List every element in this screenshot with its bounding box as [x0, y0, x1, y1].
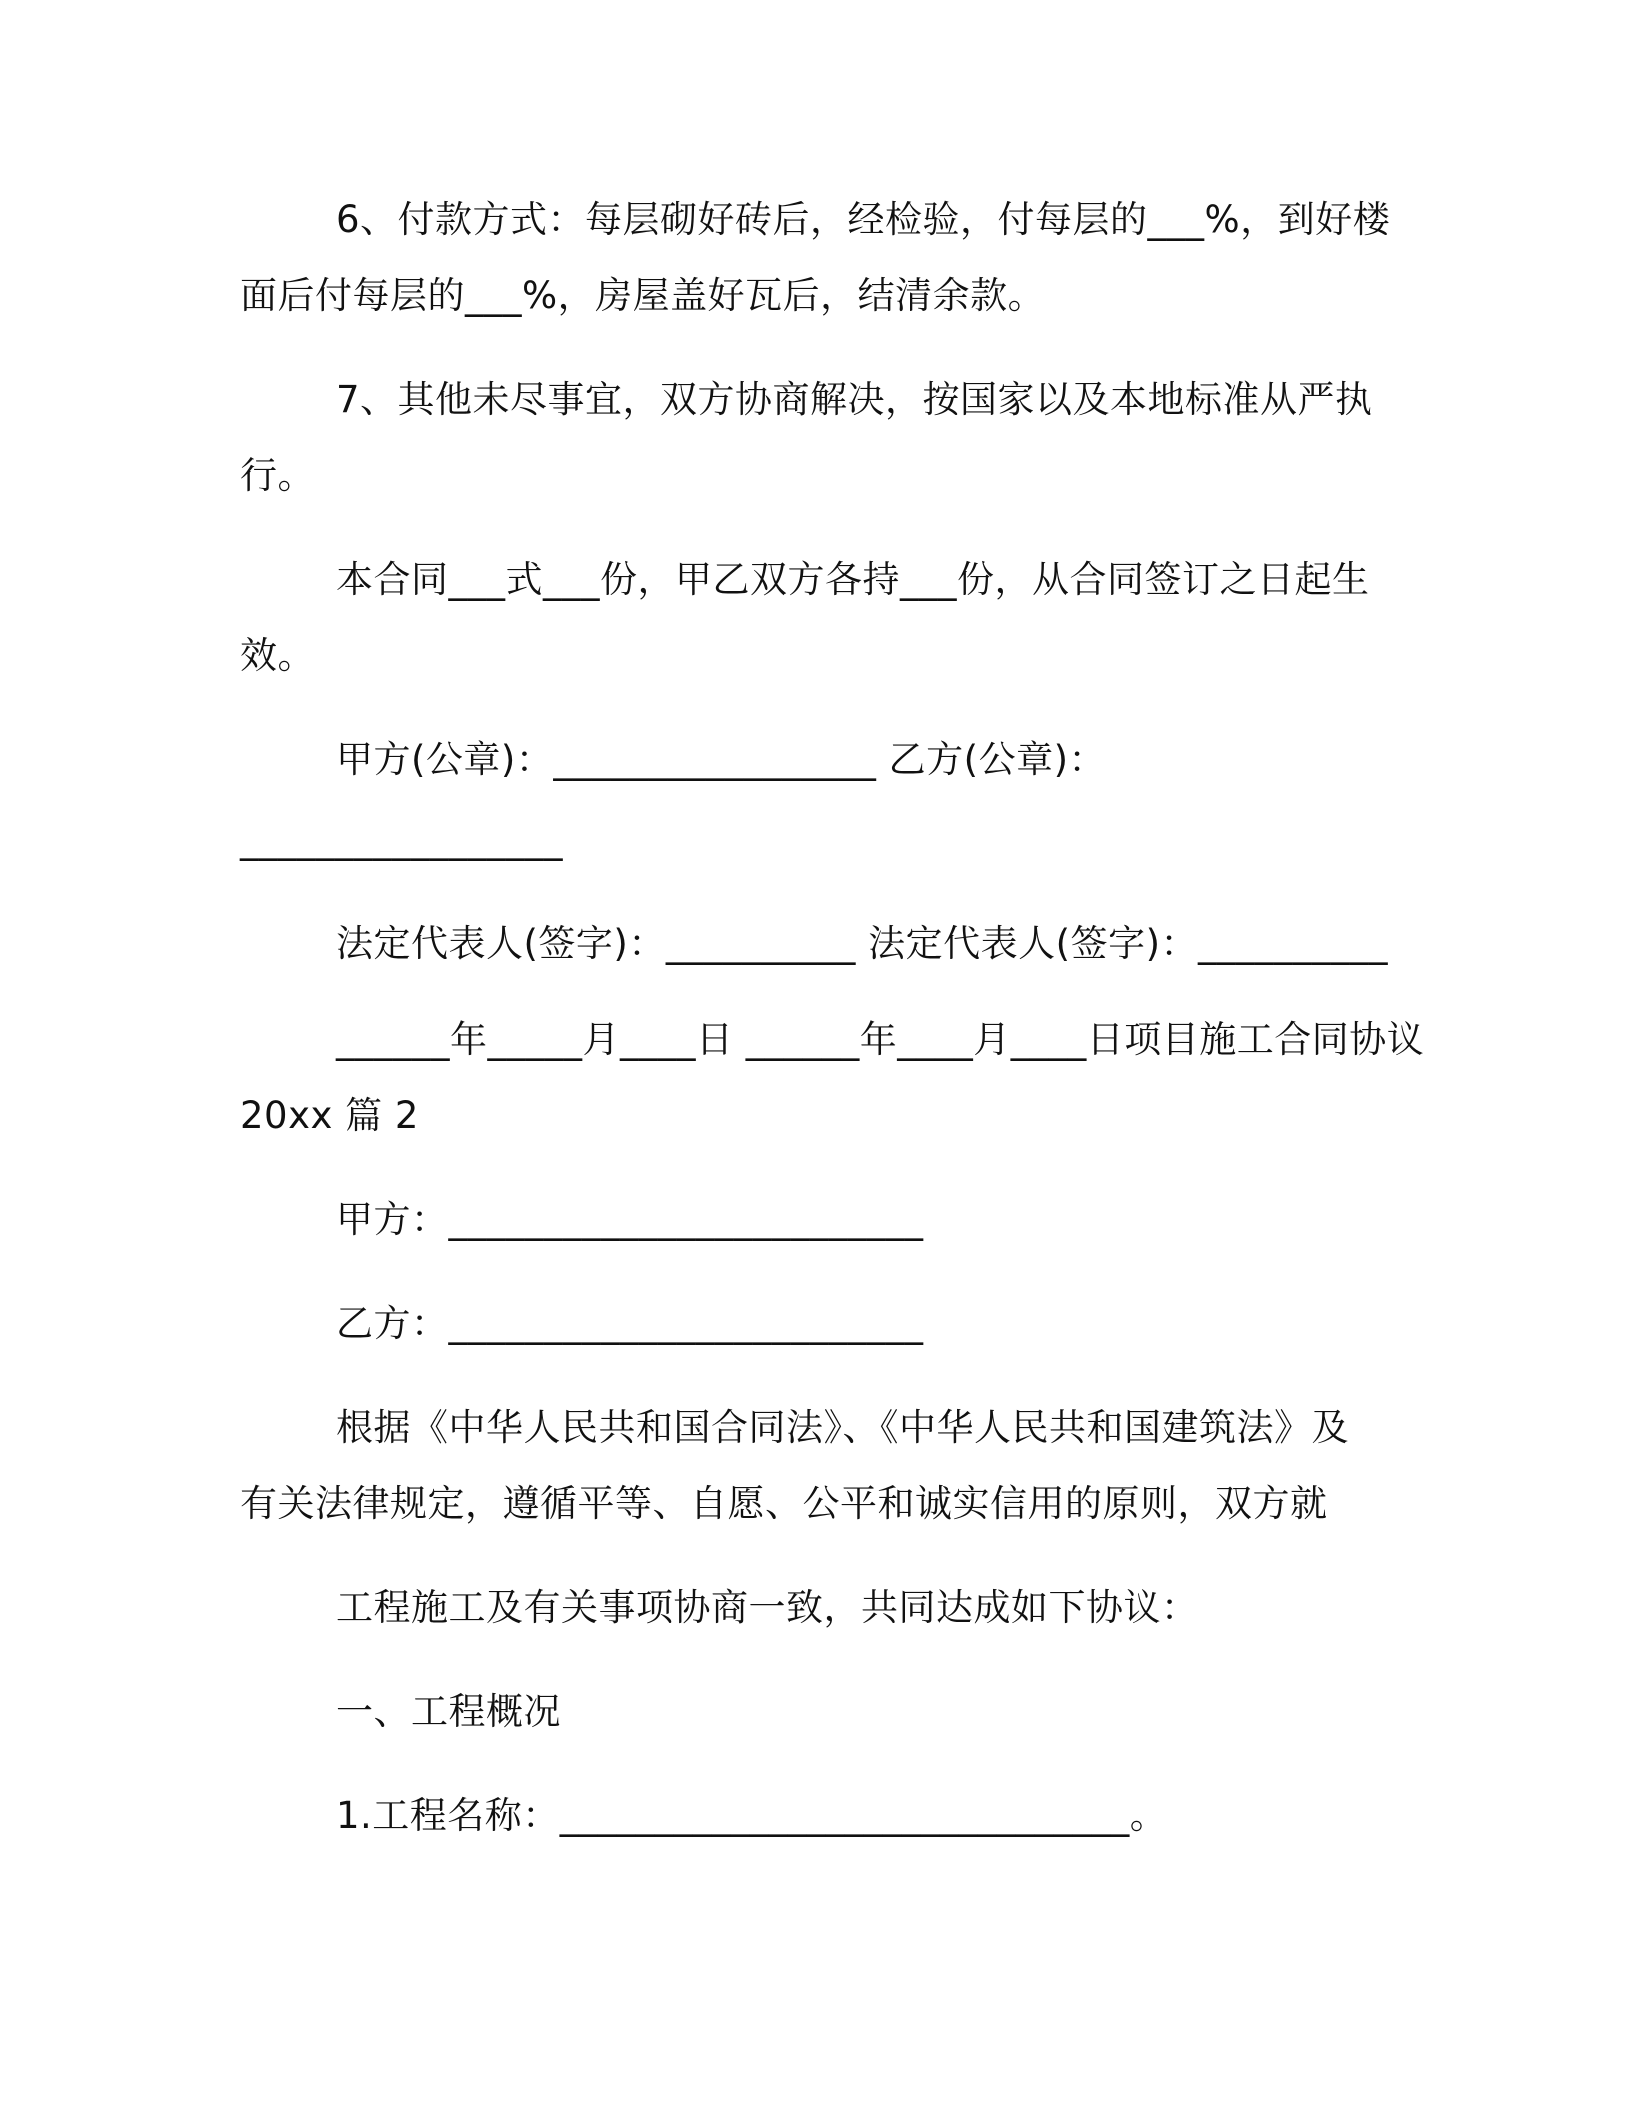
clause-6-line-1: 6、付款方式：每层砌好砖后，经检验，付每层的___%，到好楼	[336, 198, 1391, 241]
clause-6-line-2: 面后付每层的___%，房屋盖好瓦后，结清余款。	[240, 274, 1046, 317]
clause-7-line-2: 行。	[240, 454, 315, 497]
section-1-heading: 一、工程概况	[336, 1690, 561, 1733]
date-and-title-line-1: ______年_____月____日 ______年____月____日项目施工合同协议	[336, 1018, 1425, 1061]
seal-line-2: _________________	[240, 818, 563, 861]
project-name-line: 1.工程名称：______________________________。	[336, 1794, 1168, 1837]
legal-basis-line-1: 根据《中华人民共和国合同法》、《中华人民共和国建筑法》及	[336, 1406, 1349, 1449]
party-a-line: 甲方：_________________________	[336, 1198, 924, 1241]
seal-line-1: 甲方(公章)：_________________ 乙方(公章)：	[336, 738, 1107, 781]
representative-signature-line: 法定代表人(签字)：__________ 法定代表人(签字)：__________	[336, 922, 1389, 965]
copies-line-2: 效。	[240, 634, 315, 677]
agreement-intro-line: 工程施工及有关事项协商一致，共同达成如下协议：	[336, 1586, 1199, 1629]
legal-basis-line-2: 有关法律规定，遵循平等、自愿、公平和诚实信用的原则，双方就	[240, 1482, 1328, 1525]
clause-7-line-1: 7、其他未尽事宜，双方协商解决，按国家以及本地标准从严执	[336, 378, 1373, 421]
party-b-line: 乙方：_________________________	[336, 1302, 924, 1345]
copies-line-1: 本合同___式___份，甲乙双方各持___份，从合同签订之日起生	[336, 558, 1370, 601]
date-and-title-line-2: 20xx 篇 2	[240, 1094, 419, 1137]
